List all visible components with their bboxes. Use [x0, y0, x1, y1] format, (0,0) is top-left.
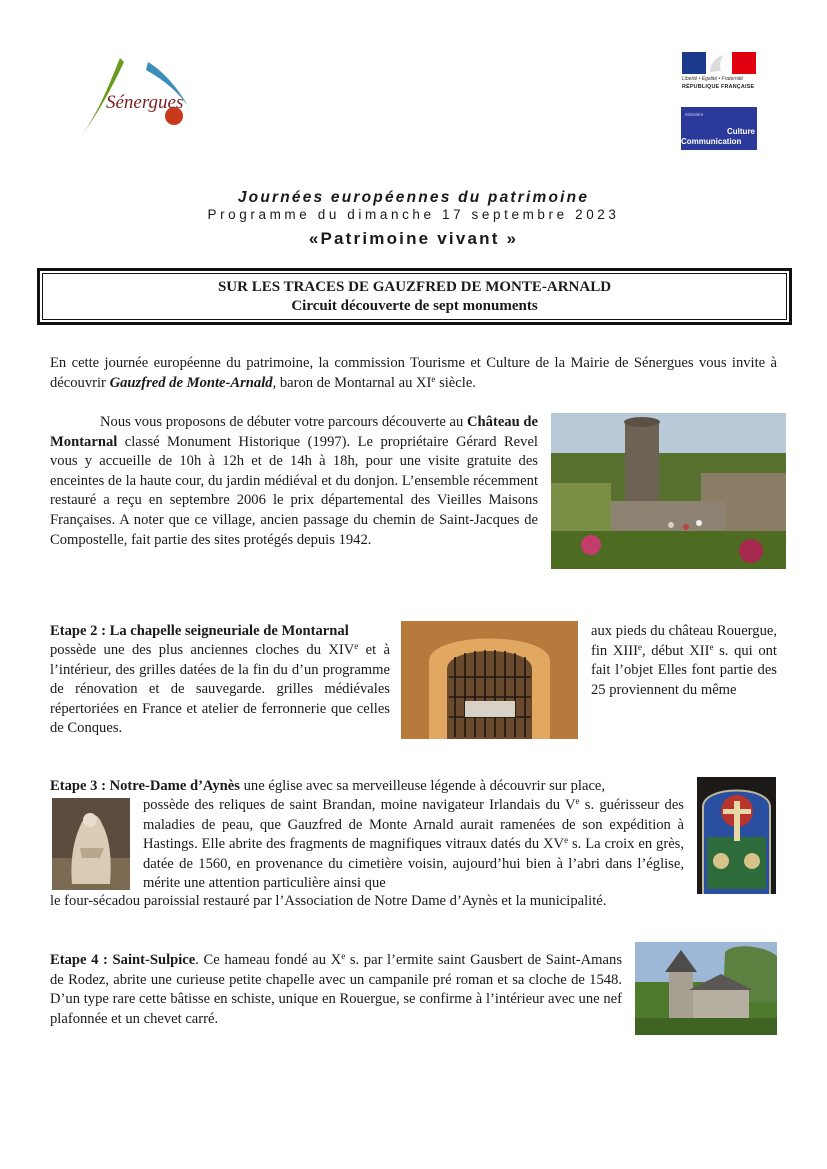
culture-logo-icon — [681, 107, 757, 150]
header-theme: «Patrimoine vivant » — [308, 229, 519, 248]
etape2-heading: Etape 2 : La chapelle seigneuriale de Montarnal — [50, 623, 349, 639]
communication-label: Communication — [681, 137, 742, 146]
culture-label: Culture — [727, 127, 755, 136]
svg-text:Sénergues: Sénergues — [106, 92, 184, 113]
republique-devise: Liberté • Égalité • Fraternité — [682, 76, 744, 82]
etape3-last-line: le four-sécadou paroissial restauré par l’Association de Notre Dame d’Aynès et la municipalité. — [50, 893, 607, 909]
republique-francaise-logo — [680, 50, 758, 100]
title-box-line1: SUR LES TRACES DE GAUZFRED DE MONTE-ARNALD — [217, 279, 612, 295]
etape2-right-text: aux pieds du château Rouergue, fin XIIIe, début XIIe s. qui ont fait l’objet Elles font partie des 25 proviennent du même — [591, 623, 777, 698]
marianne-logo-icon — [682, 52, 756, 74]
culture-ministere-label: Ministère — [685, 112, 704, 117]
etape2-left-text: possède une des plus anciennes cloches du XIVe et à l’intérieur, des grilles datées de la fin du d’un programme de rénovation et de sauvegarde. grilles médiévales répertoriées en France et atelier de ferronnerie que celles de Conques. — [50, 641, 390, 737]
title-box-line2: Circuit découverte de sept monuments — [291, 298, 538, 314]
intro-baron-name: Gauzfred de Monte-Arnald — [109, 374, 273, 391]
chapelle-grille-photo — [401, 621, 578, 739]
senergues-logo-icon — [52, 52, 227, 148]
saint-sulpice-photo — [635, 942, 777, 1035]
chateau-photo — [551, 413, 786, 569]
chateau-paragraph: Nous vous proposons de débuter votre parcours découverte au Château de Montarnal classé Monument Historique (1997). Le propriétaire Gérard Revel vous y accueille de 10h à 12h et de 14h à 18h, pour une visite gratuite des enceintes de la haute cour, du jardin médiéval et du donjon. L’ensemble récemment restauré a reçu en septembre 2006 le prix départemental des Vieilles Maisons Françaises. A noter que ce village, ancien passage du chemin de Saint-Jacques de Compostelle, fait partie des sites protégés depuis 1942. — [50, 414, 538, 548]
title-box — [37, 268, 792, 325]
chateau-name: Château de Montarnal — [50, 414, 538, 450]
vitrail-photo — [697, 777, 776, 894]
etape4-paragraph: Etape 4 : Saint-Sulpice. Ce hameau fondé au Xe s. par l’ermite saint Gausbert de Saint-Amans de Rodez, abrite une curieuse petite chapelle avec un campanile pré roman et sa cloche de 1548. D’un type rare cette bâtisse en schiste, unique en Rouergue, se confirme à l’intérieur avec une nef plafonnée et un chevet carré. — [50, 951, 622, 1027]
header-event-title: Journées européennes du patrimoine — [237, 189, 590, 206]
etape3-heading: Etape 3 : Notre-Dame d’Aynès — [50, 778, 240, 794]
etape3-first-line: Etape 3 : Notre-Dame d’Aynès une église avec sa merveilleuse légende à découvrir sur place, — [50, 778, 606, 794]
header-program-date: Programme du dimanche 17 septembre 2023 — [207, 207, 620, 222]
republique-name: RÉPUBLIQUE FRANÇAISE — [682, 84, 755, 90]
intro-paragraph: En cette journée européenne du patrimoine, la commission Tourisme et Culture de la Mairie de Sénergues vous invite à découvrir Gauzfred de Monte-Arnald, baron de Montarnal au XIe siècle. — [50, 355, 777, 391]
etape4-heading: Etape 4 : Saint-Sulpice — [50, 952, 196, 968]
etape3-body: possède des reliques de saint Brandan, moine navigateur Irlandais du Ve s. guérisseur des maladies de peau, que Gauzfred de Monte Arnald aurait ramenées de son expédition à Hastings. Elle abrite des fragments de magnifiques vitraux datés du XVe s. La croix en grès, datée de 1560, en provenance du cimetière voisin, aujourd’hui bien à l’abri dans l’église, mérite une attention particulière ainsi que — [143, 796, 684, 892]
senergues-logo — [52, 52, 227, 148]
reliquaire-photo — [52, 798, 130, 890]
